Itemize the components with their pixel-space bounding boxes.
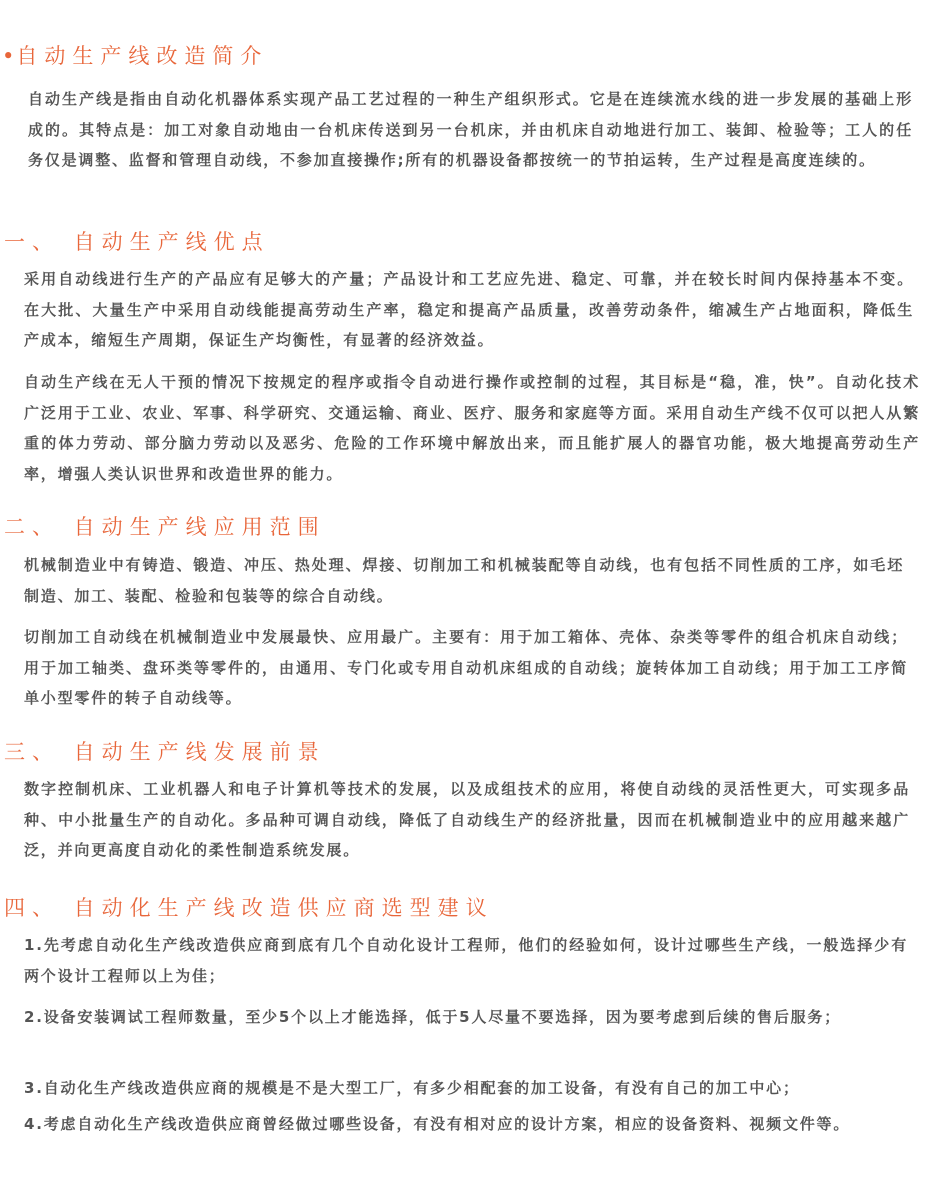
section1-paragraph-1: 采用自动线进行生产的产品应有足够大的产量；产品设计和工艺应先进、稳定、可靠，并在较长时间内保持基本不变。在大批、大量生产中采用自动线能提高劳动生产率，稳定和提高产品质量，改善劳动条件，缩减生产占地面积，降低生产成本，缩短生产周期，保证生产均衡性，有显著的经济效益。 (24, 270, 914, 349)
section4-item-1: 1.先考虑自动化生产线改造供应商到底有几个自动化设计工程师，他们的经验如何，设计过哪些生产线，一般选择少有两个设计工程师以上为佳； (24, 936, 908, 985)
section4-item-2: 2.设备安装调试工程师数量，至少5个以上才能选择，低于5人尽量不要选择，因为要考虑到后续的售后服务； (24, 1008, 842, 1026)
intro-heading (2, 44, 268, 68)
section4-item-3: 3.自动化生产线改造供应商的规模是不是大型工厂，有多少相配套的加工设备，有没有自己的加工中心； (24, 1079, 800, 1097)
section3-paragraph: 数字控制机床、工业机器人和电子计算机等技术的发展，以及成组技术的应用，将使自动线的灵活性更大，可实现多品种、中小批量生产的自动化。多品种可调自动线，降低了自动线生产的经济批量，因而在机械制造业中的应用越来越广泛，并向更高度自动化的柔性制造系统发展。 (24, 780, 910, 859)
bullet-icon: • (2, 44, 15, 68)
section1-heading: 一、 自动生产线优点 (4, 230, 270, 254)
section4-item-4: 4.考虑自动化生产线改造供应商曾经做过哪些设备，有没有相对应的设计方案，相应的设备资料、视频文件等。 (24, 1115, 851, 1133)
section2-paragraph-2: 切削加工自动线在机械制造业中发展最快、应用最广。主要有：用于加工箱体、壳体、杂类等零件的组合机床自动线；用于加工轴类、盘环类等零件的，由通用、专门化或专用自动机床组成的自动线；旋转体加工自动线；用于加工工序简单小型零件的转子自动线等。 (24, 628, 908, 707)
intro-paragraph: 自动生产线是指由自动化机器体系实现产品工艺过程的一种生产组织形式。它是在连续流水线的进一步发展的基础上形成的。其特点是：加工对象自动地由一台机床传送到另一台机床，并由机床自动地进行加工、装卸、检验等；工人的任务仅是调整、监督和管理自动线，不参加直接操作;所有的机器设备都按统一的节拍运转，生产过程是高度连续的。 (28, 90, 913, 169)
section3-heading: 三、 自动生产线发展前景 (4, 740, 326, 764)
section2-heading: 二、 自动生产线应用范围 (4, 515, 326, 539)
section2-paragraph-1: 机械制造业中有铸造、锻造、冲压、热处理、焊接、切削加工和机械装配等自动线，也有包括不同性质的工序，如毛坯制造、加工、装配、检验和包装等的综合自动线。 (24, 556, 904, 605)
section4-heading: 四、 自动化生产线改造供应商选型建议 (4, 896, 494, 920)
intro-heading-text: 自动生产线改造简介 (16, 44, 269, 68)
section1-paragraph-2: 自动生产线在无人干预的情况下按规定的程序或指令自动进行操作或控制的过程，其目标是“稳，准，快”。自动化技术广泛用于工业、农业、军事、科学研究、交通运输、商业、医疗、服务和家庭等方面。采用自动生产线不仅可以把人从繁重的体力劳动、部分脑力劳动以及恶劣、危险的工作环境中解放出来，而且能扩展人的器官功能，极大地提高劳动生产率，增强人类认识世界和改造世界的能力。 (24, 373, 920, 483)
